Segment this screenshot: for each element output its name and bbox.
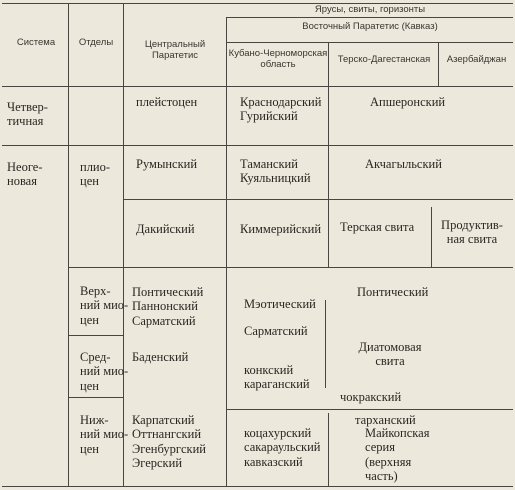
- rule-upper-miocene-bottom: [68, 335, 123, 336]
- quaternary-kuban: Краснодарский Гурийский: [240, 95, 322, 124]
- col-line-kuban-miocene: [325, 300, 326, 388]
- pliocene-lower-kuban: Киммерийский: [240, 222, 322, 236]
- rule-header-bottom: [2, 86, 513, 87]
- middle-miocene-central: Баденский: [132, 350, 189, 364]
- rule-bottom: [2, 486, 513, 487]
- rule-top: [2, 3, 513, 4]
- lower-miocene-east-rest-1: тарханский: [355, 413, 416, 427]
- upper-miocene-east-rest: Понтический: [357, 285, 429, 299]
- col-line-3: [226, 17, 227, 486]
- lower-miocene-kuban: коцахурский сакараульский кавказский: [244, 426, 321, 469]
- col-line-kuban: [328, 42, 329, 86]
- lower-miocene-central: Карпатский Оттнангский Эгенбургский Эгерский: [132, 413, 206, 471]
- header-central: Центральный Паратетис: [144, 39, 206, 61]
- pliocene-lower-central: Дакийский: [136, 222, 195, 236]
- header-eastern: Восточный Паратетис (Кавказ): [302, 21, 438, 32]
- division-middle-miocene: Сред- ний мио- цен: [80, 350, 129, 393]
- header-terek: Терско-Дагестанская: [337, 54, 431, 65]
- header-stages: Ярусы, свиты, горизонты: [314, 4, 426, 15]
- col-line-kuban-quat: [328, 86, 329, 145]
- rule-lower-boundary-east: [226, 409, 513, 410]
- division-pliocene: плио- цен: [80, 160, 111, 189]
- rule-middle-miocene-bottom: [68, 397, 123, 398]
- middle-miocene-kuban: конкский караганский: [244, 363, 310, 392]
- header-kuban: Кубано-Черноморская область: [228, 48, 328, 70]
- header-system: Система: [16, 37, 56, 48]
- middle-miocene-east-rest-2: чокракский: [340, 390, 402, 404]
- lower-miocene-east-rest-2: Майкопская серия (верхняя часть): [365, 426, 430, 484]
- pliocene-lower-terek: Терская свита: [340, 220, 415, 234]
- col-line-kuban-plio1: [328, 145, 329, 199]
- quaternary-east-rest: Апшеронский: [370, 95, 446, 109]
- header-azer: Азербайджан: [446, 54, 507, 65]
- rule-under-eastern: [226, 42, 513, 43]
- pliocene-upper-kuban: Таманский Куяльницкий: [240, 157, 311, 186]
- col-line-1: [68, 3, 69, 486]
- upper-miocene-kuban-2: Сарматский: [244, 324, 308, 338]
- col-line-kuban-lower: [328, 413, 329, 486]
- system-neogene: Неоге- новая: [7, 160, 43, 189]
- col-line-kuban-plio2: [328, 199, 329, 267]
- middle-miocene-east-rest-1: Диатомовая свита: [358, 340, 422, 369]
- pliocene-upper-central: Румынский: [136, 157, 198, 171]
- rule-under-stages: [226, 17, 513, 18]
- header-divisions: Отделы: [78, 37, 114, 48]
- upper-miocene-central: Понтический Паннонский Сарматский: [132, 285, 204, 328]
- system-quaternary: Четвер- тичная: [7, 100, 48, 129]
- division-upper-miocene: Верх- ний мио- цен: [80, 284, 129, 327]
- pliocene-lower-azer: Продуктив- ная свита: [441, 218, 503, 247]
- rule-pliocene-mid: [123, 199, 513, 200]
- pliocene-upper-east-rest: Акчагыльский: [365, 157, 442, 171]
- upper-miocene-kuban-1: Мэотический: [244, 297, 316, 311]
- rule-pliocene-bottom: [68, 267, 513, 268]
- col-line-terek: [438, 42, 439, 86]
- quaternary-central: плейстоцен: [136, 95, 198, 109]
- rule-quaternary-bottom: [2, 145, 513, 146]
- division-lower-miocene: Ниж- ний мио- цен: [80, 413, 129, 456]
